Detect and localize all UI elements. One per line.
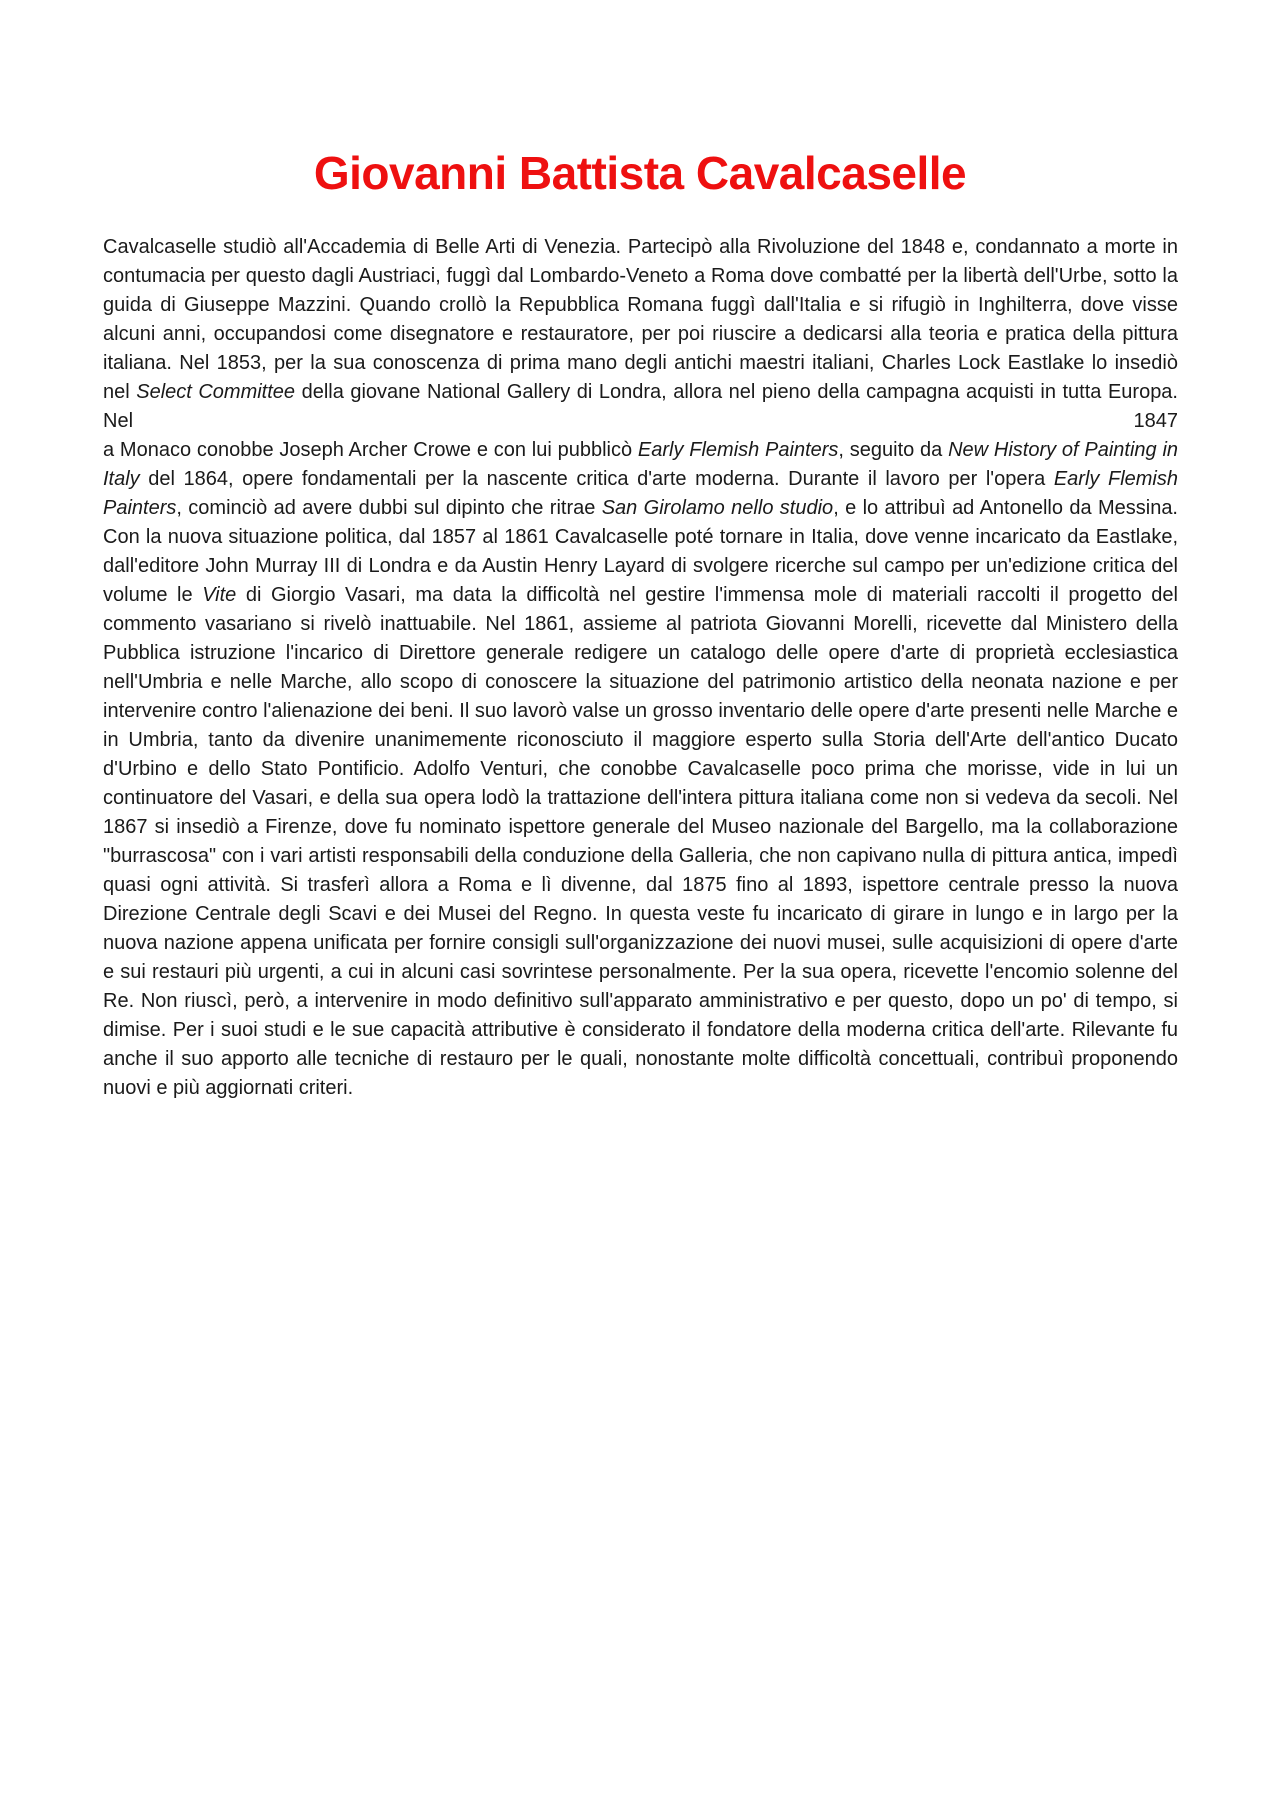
body-paragraph bbox=[103, 436, 1178, 1103]
text-segment: di Giorgio Vasari, ma data la difficoltà nel gestire l'immensa mole di materiali raccolti il progetto del commento vasariano si rivelò inattuabile. Nel 1861, assieme al patriota Giovanni Morelli, ricevette dal Ministero della Pubblica istruzione l'incarico di Direttore generale redigere un catalogo delle opere d'arte di proprietà ecclesiastica nell'Umbria e nelle Marche, allo scopo di conoscere la situazione del patrimonio artistico della neonata nazione e per intervenire contro l'alienazione dei beni. Il suo lavorò valse un grosso inventario delle opere d'arte presenti nelle Marche e in Umbria, tanto da divenire unanimemente riconosciuto il maggiore esperto sulla Storia dell'Arte dell'antico Ducato d'Urbino e dello Stato Pontificio. Adolfo Venturi, che conobbe Cavalcaselle poco prima che morisse, vide in lui un continuatore del Vasari, e della sua opera lodò la trattazione dell'intera pittura italiana come non si vedeva da secoli. Nel 1867 si insediò a Firenze, dove fu nominato ispettore generale del Museo nazionale del Bargello, ma la collaborazione "burrascosa" con i vari artisti responsabili della conduzione della Galleria, che non capivano nulla di pittura antica, impedì quasi ogni attività. Si trasferì allora a Roma e lì divenne, dal 1875 fino al 1893, ispettore centrale presso la nuova Direzione Centrale degli Scavi e dei Musei del Regno. In questa veste fu incaricato di girare in lungo e in largo per la nuova nazione appena unificata per fornire consigli sull'organizzazione dei nuovi musei, sulle acquisizioni di opere d'arte e sui restauri più urgenti, a cui in alcuni casi sovrintese personalmente. Per la sua opera, ricevette l'encomio solenne del Re. Non riuscì, però, a intervenire in modo definitivo sull'apparato amministrativo e per questo, dopo un po' di tempo, si dimise. Per i suoi studi e le sue capacità attributive è considerato il fondatore della moderna critica dell'arte. Rilevante fu anche il suo apporto alle tecniche di restauro per le quali, nonostante molte difficoltà concettuali, contribuì proponendo nuovi e più aggiornati criteri. bbox=[103, 583, 1179, 1099]
article-body bbox=[103, 233, 1178, 1103]
text-segment: Cavalcaselle studiò all'Accademia di Belle Arti di Venezia. Partecipò alla Rivoluzione del 1848 e, condannato a morte in contumacia per questo dagli Austriaci, fuggì dal Lombardo-Veneto a Roma dove combatté per la libertà dell'Urbe, sotto la guida di Giuseppe Mazzini. Quando crollò la Repubblica Romana fuggì dall'Italia e si rifugiò in Inghilterra, dove visse alcuni anni, occupandosi come disegnatore e restauratore, per poi riuscire a dedicarsi alla teoria e pratica della pittura italiana. Nel 1853, per la sua conoscenza di prima mano degli antichi maestri italiani, Charles Lock Eastlake lo insediò nel bbox=[103, 235, 1178, 403]
text-segment: della giovane National Gallery di Londra, allora nel pieno della campagna acquisti in tutta Europa. Nel 1847 bbox=[103, 380, 1178, 432]
page-title: Giovanni Battista Cavalcaselle bbox=[313, 147, 967, 199]
italic-text-segment: Vite bbox=[202, 583, 237, 606]
text-segment: del 1864, opere fondamentali per la nascente critica d'arte moderna. Durante il lavoro per l'opera bbox=[139, 467, 1054, 490]
text-segment: , e lo attribuì ad Antonello da Messina. Con la nuova situazione politica, dal 1857 al 1861 Cavalcaselle poté tornare in Italia, dove venne incaricato da Eastlake, dall'editore John Murray III di Londra e da Austin Henry Layard di svolgere ricerche sul campo per un'edizione critica del volume le bbox=[103, 496, 1178, 606]
text-segment: , cominciò ad avere dubbi sul dipinto che ritrae bbox=[176, 496, 602, 519]
italic-text-segment: New History of Painting in Italy bbox=[103, 438, 1179, 490]
italic-text-segment: Early Flemish Painters bbox=[103, 467, 1178, 519]
italic-text-segment: San Girolamo nello studio bbox=[601, 496, 834, 519]
text-segment: , seguito da bbox=[838, 438, 949, 461]
italic-text-segment: Early Flemish Painters bbox=[637, 438, 839, 461]
body-paragraph bbox=[103, 233, 1178, 436]
text-segment: a Monaco conobbe Joseph Archer Crowe e con lui pubblicò bbox=[103, 438, 638, 461]
italic-text-segment: Select Committee bbox=[136, 380, 296, 403]
